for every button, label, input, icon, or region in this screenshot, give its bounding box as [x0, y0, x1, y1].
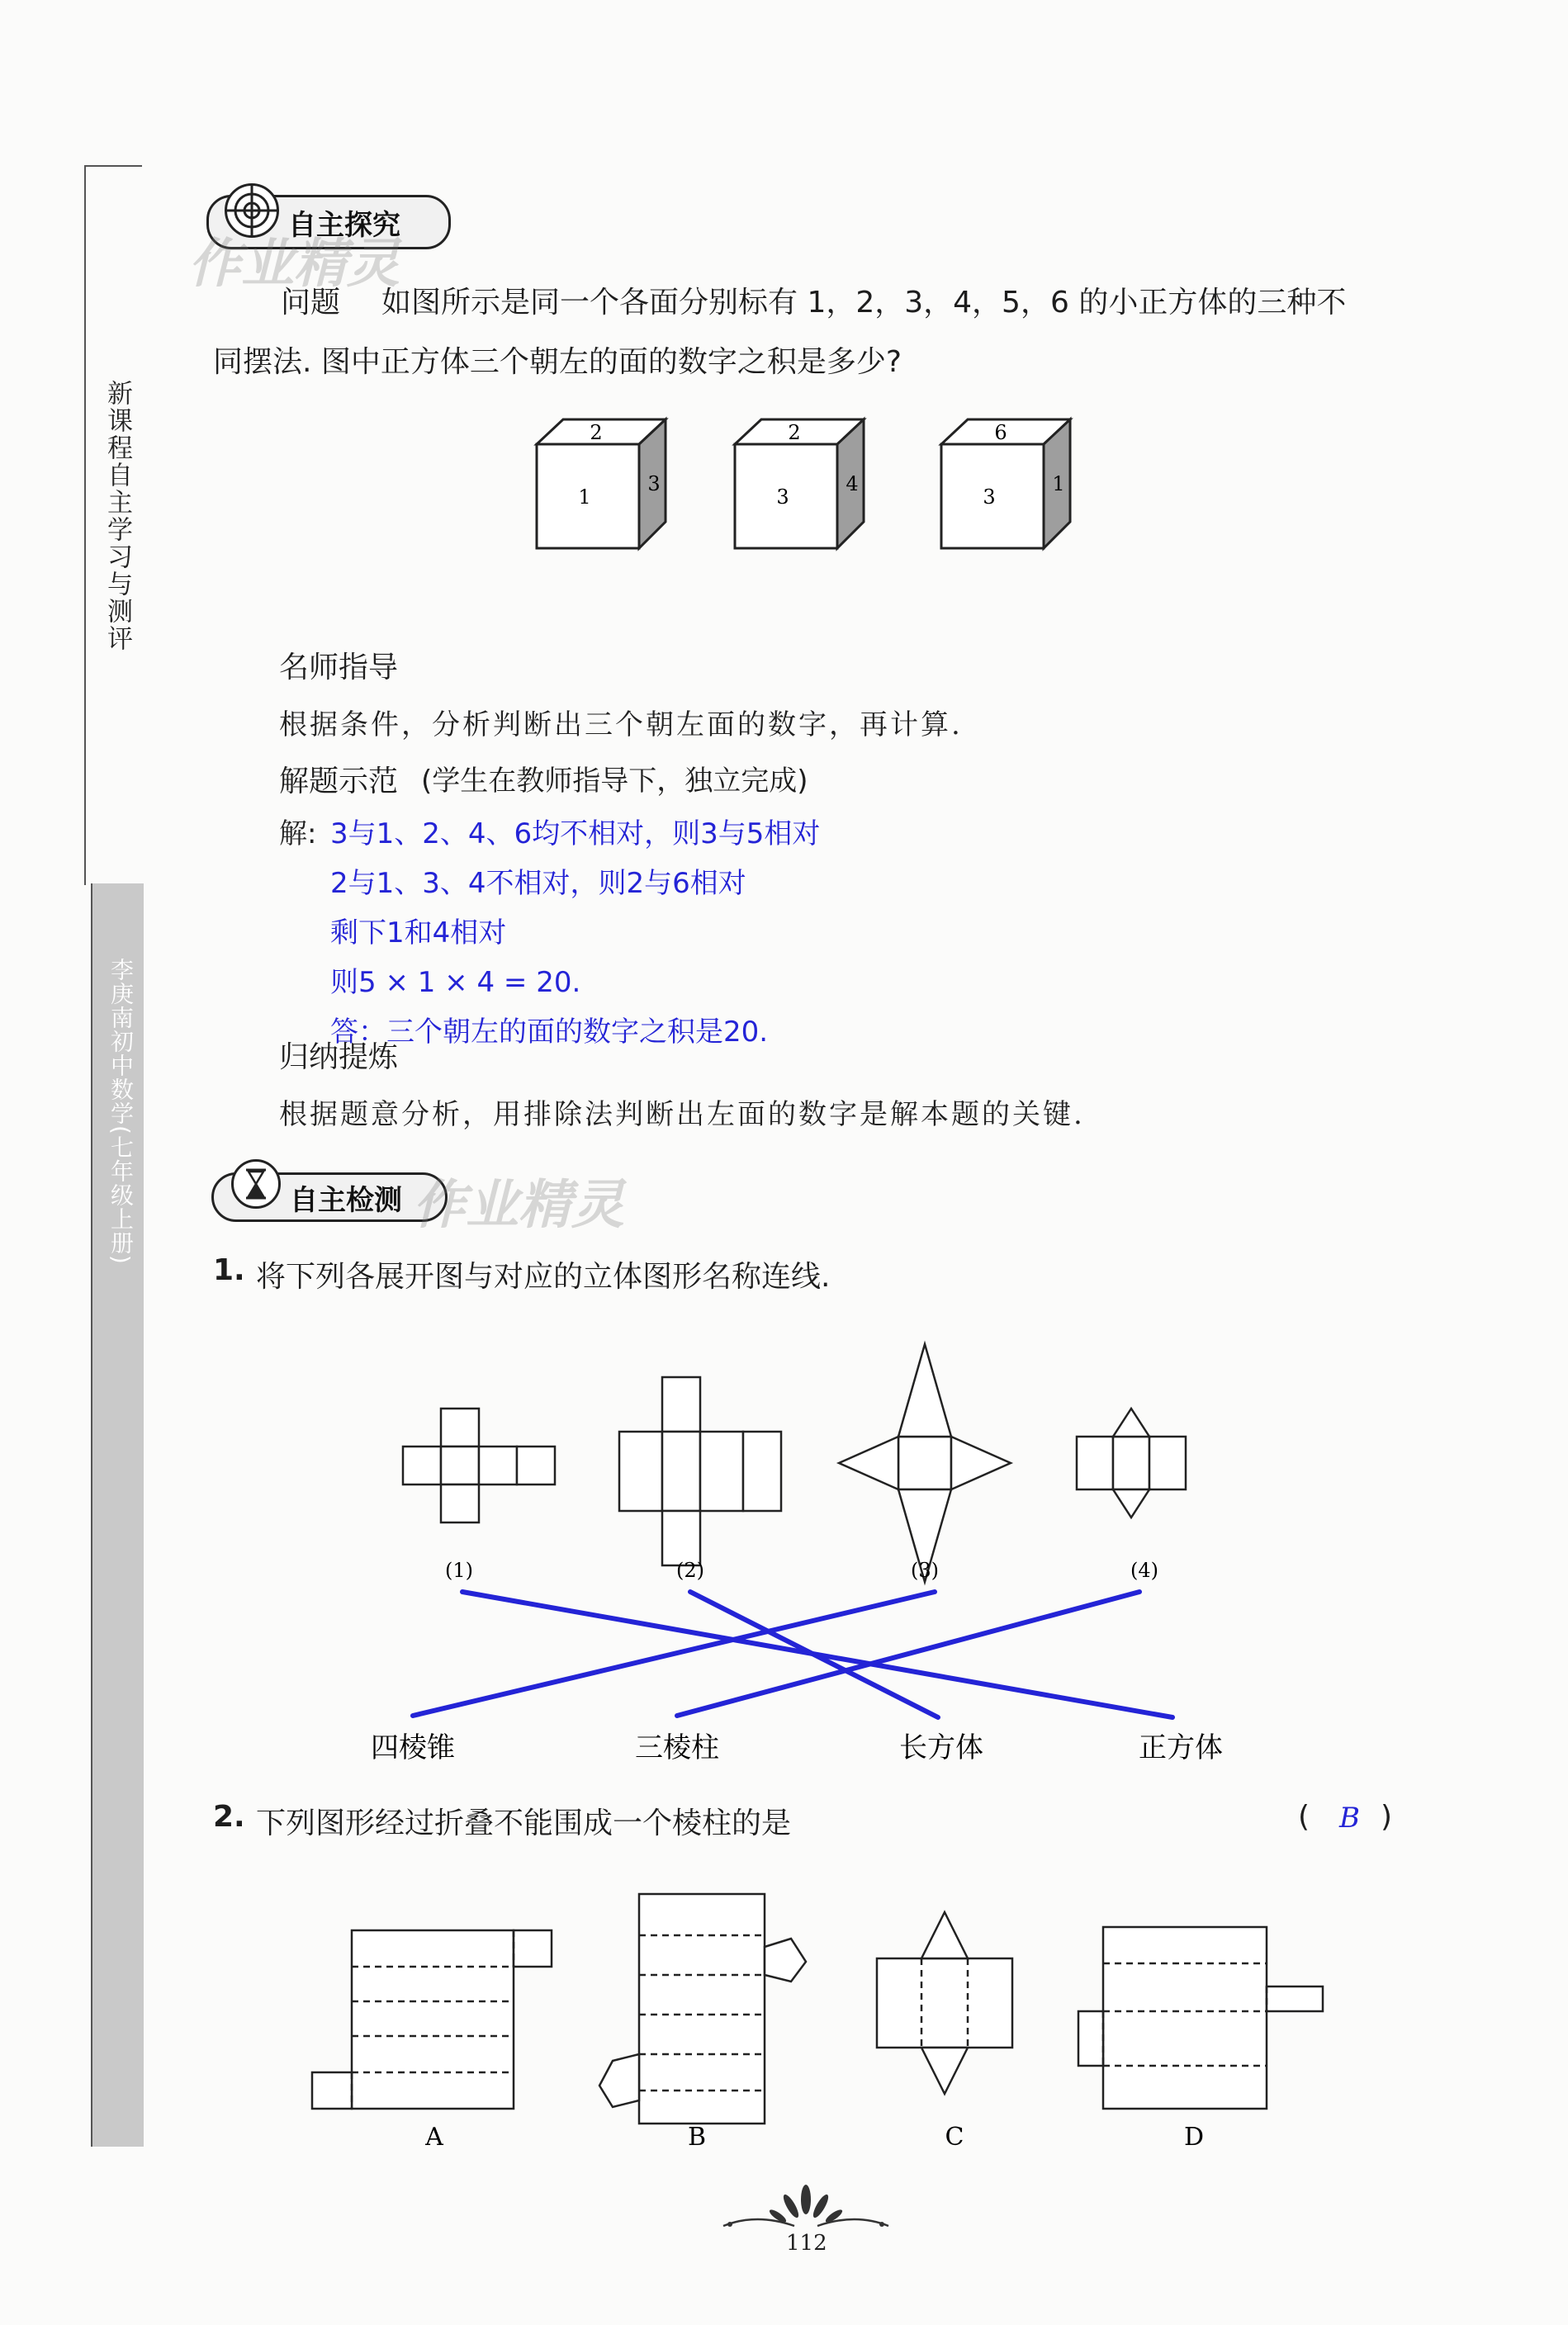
solution-line-1: 3与1、2、4、6均不相对，则3与5相对 [330, 817, 821, 850]
solution-line-3: 剩下1和4相对 [330, 916, 507, 949]
cube-3-front: 3 [983, 485, 996, 509]
q1-label-2: (2) [676, 1559, 704, 1582]
q1-figure [347, 1329, 1247, 1775]
net-cube [403, 1409, 555, 1522]
q2-paren-open: ( [1298, 1800, 1310, 1834]
q1-label-3: (3) [911, 1559, 939, 1582]
hourglass-icon [231, 1159, 281, 1209]
summary-text: 根据题意分析，用排除法判断出左面的数字是解本题的关键. [279, 1098, 1085, 1131]
q1-answer-lines [413, 1592, 1172, 1717]
cube-2-side: 4 [846, 472, 859, 495]
cube-1-side: 3 [647, 472, 661, 495]
watermark: 作业精灵 [188, 234, 400, 295]
cube-1-top: 2 [590, 421, 603, 444]
q1-name-2: 三棱柱 [635, 1731, 719, 1764]
solution-line-4: 则5 × 1 × 4 = 20. [330, 966, 581, 999]
demo-note: (学生在教师指导下，独立完成) [421, 765, 808, 798]
guide-title: 名师指导 [279, 651, 399, 684]
net-prism [1077, 1409, 1186, 1518]
summary-title: 归纳提炼 [279, 1040, 399, 1074]
cube-3-side: 1 [1052, 472, 1065, 495]
sidebar-series-title: 新课程自主学习与测评 [102, 380, 132, 652]
problem-line-2: 同摆法. 图中正方体三个朝左的面的数字之积是多少? [213, 345, 902, 379]
sidebar-subtitle: 李庚南初中数学(七年级上册) [107, 958, 135, 1265]
solution-prefix: 解: [279, 817, 317, 850]
q1-name-3: 长方体 [899, 1731, 983, 1764]
problem-line-1: 如图所示是同一个各面分别标有 1，2，3，4，5，6 的小正方体的三种不 [381, 286, 1347, 320]
q1-label-4: (4) [1130, 1559, 1158, 1582]
q1-name-4: 正方体 [1139, 1731, 1223, 1764]
problem-label: 问题 [281, 286, 341, 320]
net-pyramid [839, 1344, 1011, 1582]
net-cuboid [619, 1377, 781, 1565]
option-a-net [312, 1930, 552, 2109]
q1-label-1: (1) [445, 1559, 473, 1582]
cube-figures [528, 403, 1090, 568]
option-d-net [1078, 1927, 1323, 2109]
q1-text: 将下列各展开图与对应的立体图形名称连线. [256, 1260, 831, 1294]
demo-title: 解题示范 [279, 765, 399, 798]
option-b-label: B [687, 2123, 707, 2152]
page-number: 112 [786, 2231, 827, 2256]
q2-text: 下列图形经过折叠不能围成一个棱柱的是 [256, 1806, 792, 1840]
guide-text: 根据条件，分析判断出三个朝左面的数字，再计算. [279, 708, 963, 741]
q1-name-1: 四棱锥 [371, 1731, 455, 1764]
watermark-2: 作业精灵 [413, 1175, 624, 1236]
cube-2-front: 3 [776, 485, 789, 509]
option-c-label: C [945, 2123, 964, 2152]
cube-3-top: 6 [994, 421, 1007, 444]
explore-header-text: 自主探究 [288, 208, 400, 242]
solution-line-2: 2与1、3、4不相对，则2与6相对 [330, 867, 746, 900]
option-c-net [877, 1912, 1012, 2094]
q2-paren-close: ) [1381, 1800, 1393, 1834]
solution-line-5: 答：三个朝左的面的数字之积是20. [330, 1016, 769, 1049]
q2-number: 2. [213, 1800, 245, 1834]
cube-1-front: 1 [578, 485, 591, 509]
option-a-label: A [425, 2123, 443, 2152]
option-b-net [599, 1894, 806, 2124]
test-header-text: 自主检测 [290, 1183, 402, 1217]
cube-2-top: 2 [788, 421, 801, 444]
option-d-label: D [1183, 2123, 1205, 2152]
q2-figure [297, 1882, 1362, 2163]
q2-answer: B [1339, 1802, 1360, 1835]
q1-number: 1. [213, 1253, 245, 1287]
answer-line-3 [413, 1592, 935, 1716]
